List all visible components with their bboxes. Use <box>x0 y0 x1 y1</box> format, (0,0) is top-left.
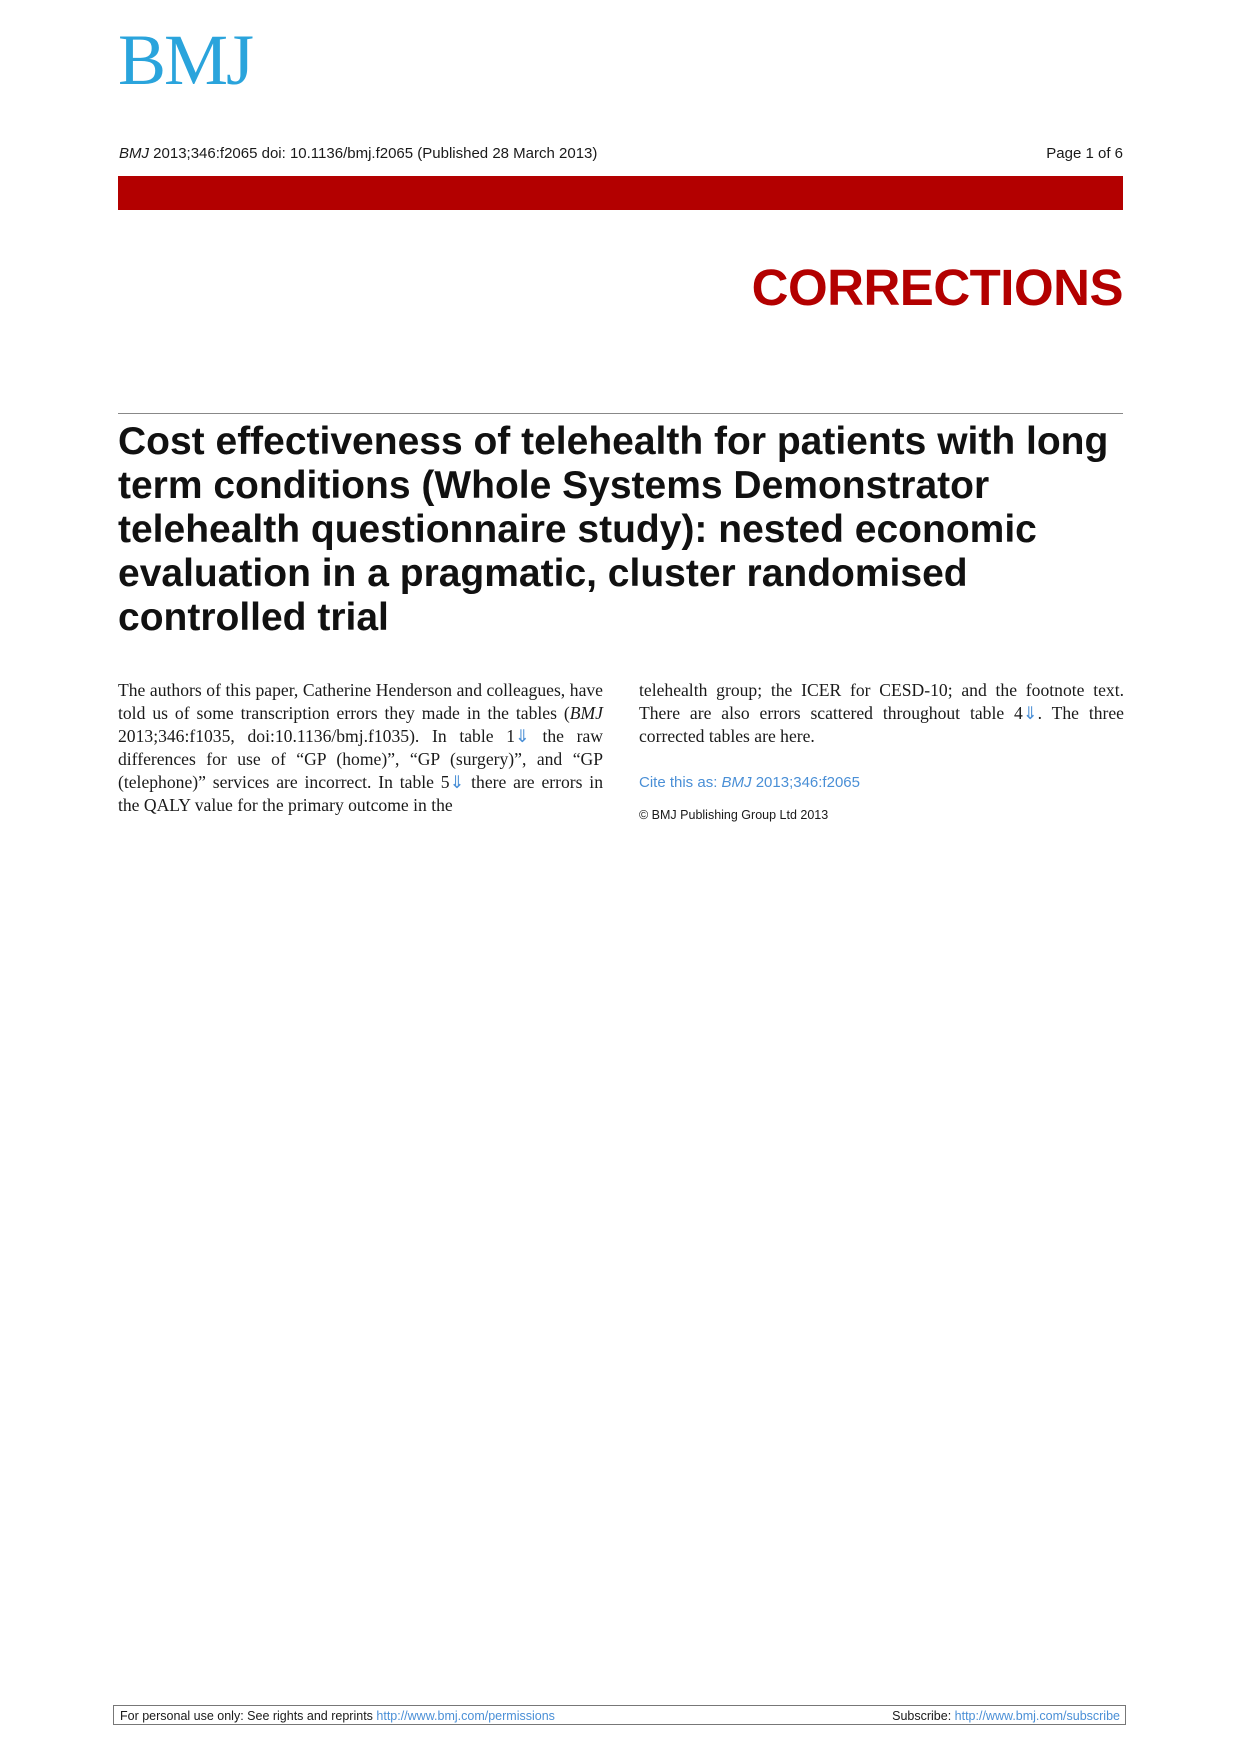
article-citation-line <box>119 145 597 162</box>
table-4-link-arrow[interactable]: ⇓ <box>1022 703 1038 723</box>
footer-subscribe: Subscribe: http://www.bmj.com/subscribe <box>892 1709 1120 1723</box>
subscribe-link[interactable]: http://www.bmj.com/subscribe <box>954 1709 1120 1723</box>
copyright-notice: © BMJ Publishing Group Ltd 2013 <box>639 808 829 822</box>
table-5-link-arrow[interactable]: ⇓ <box>449 772 465 792</box>
cite-this-as: Cite this as: BMJ 2013;346:f2065 <box>639 774 860 791</box>
footer-rights: For personal use only: See rights and reprints http://www.bmj.com/permissions <box>120 1709 555 1723</box>
table-1-link-arrow[interactable]: ⇓ <box>515 726 530 746</box>
bmj-logo: BMJ <box>118 20 253 100</box>
page-number: Page 1 of 6 <box>1046 145 1123 162</box>
header-color-bar <box>118 176 1123 210</box>
journal-name-inline: BMJ <box>569 703 603 723</box>
body-column-right <box>639 679 1124 827</box>
body-paragraph-2: telehealth group; the ICER for CESD-10; and the footnote text. There are also errors scattered throughout table 4⇓. The three corrected tables are here. <box>639 680 1124 746</box>
title-divider <box>118 413 1123 414</box>
citation-details: 2013;346:f2065 doi: 10.1136/bmj.f2065 (Published 28 March 2013) <box>153 145 598 162</box>
page-footer <box>113 1705 1126 1725</box>
permissions-link[interactable]: http://www.bmj.com/permissions <box>376 1709 555 1723</box>
body-paragraph-1: The authors of this paper, Catherine Henderson and colleagues, have told us of some transcription errors they made in the tables (BMJ 2013;346:f1035, doi:10.1136/bmj.f1035). In table 1⇓ the raw differences for use of “GP (home)”, “GP (surgery)”, and “GP (telephone)” services are incorrect. In table 5⇓ there are errors in the QALY value for the primary outcome in the <box>118 680 603 815</box>
journal-name: BMJ <box>119 145 149 162</box>
body-column-left <box>118 679 603 817</box>
article-title: Cost effectiveness of telehealth for patients with long term conditions (Whole Systems Demonstrator telehealth questionnaire study): nested economic evaluation in a pragmatic, cluster randomised controlled trial <box>118 420 1109 639</box>
cite-journal: BMJ <box>721 774 752 791</box>
section-heading: CORRECTIONS <box>751 259 1123 316</box>
